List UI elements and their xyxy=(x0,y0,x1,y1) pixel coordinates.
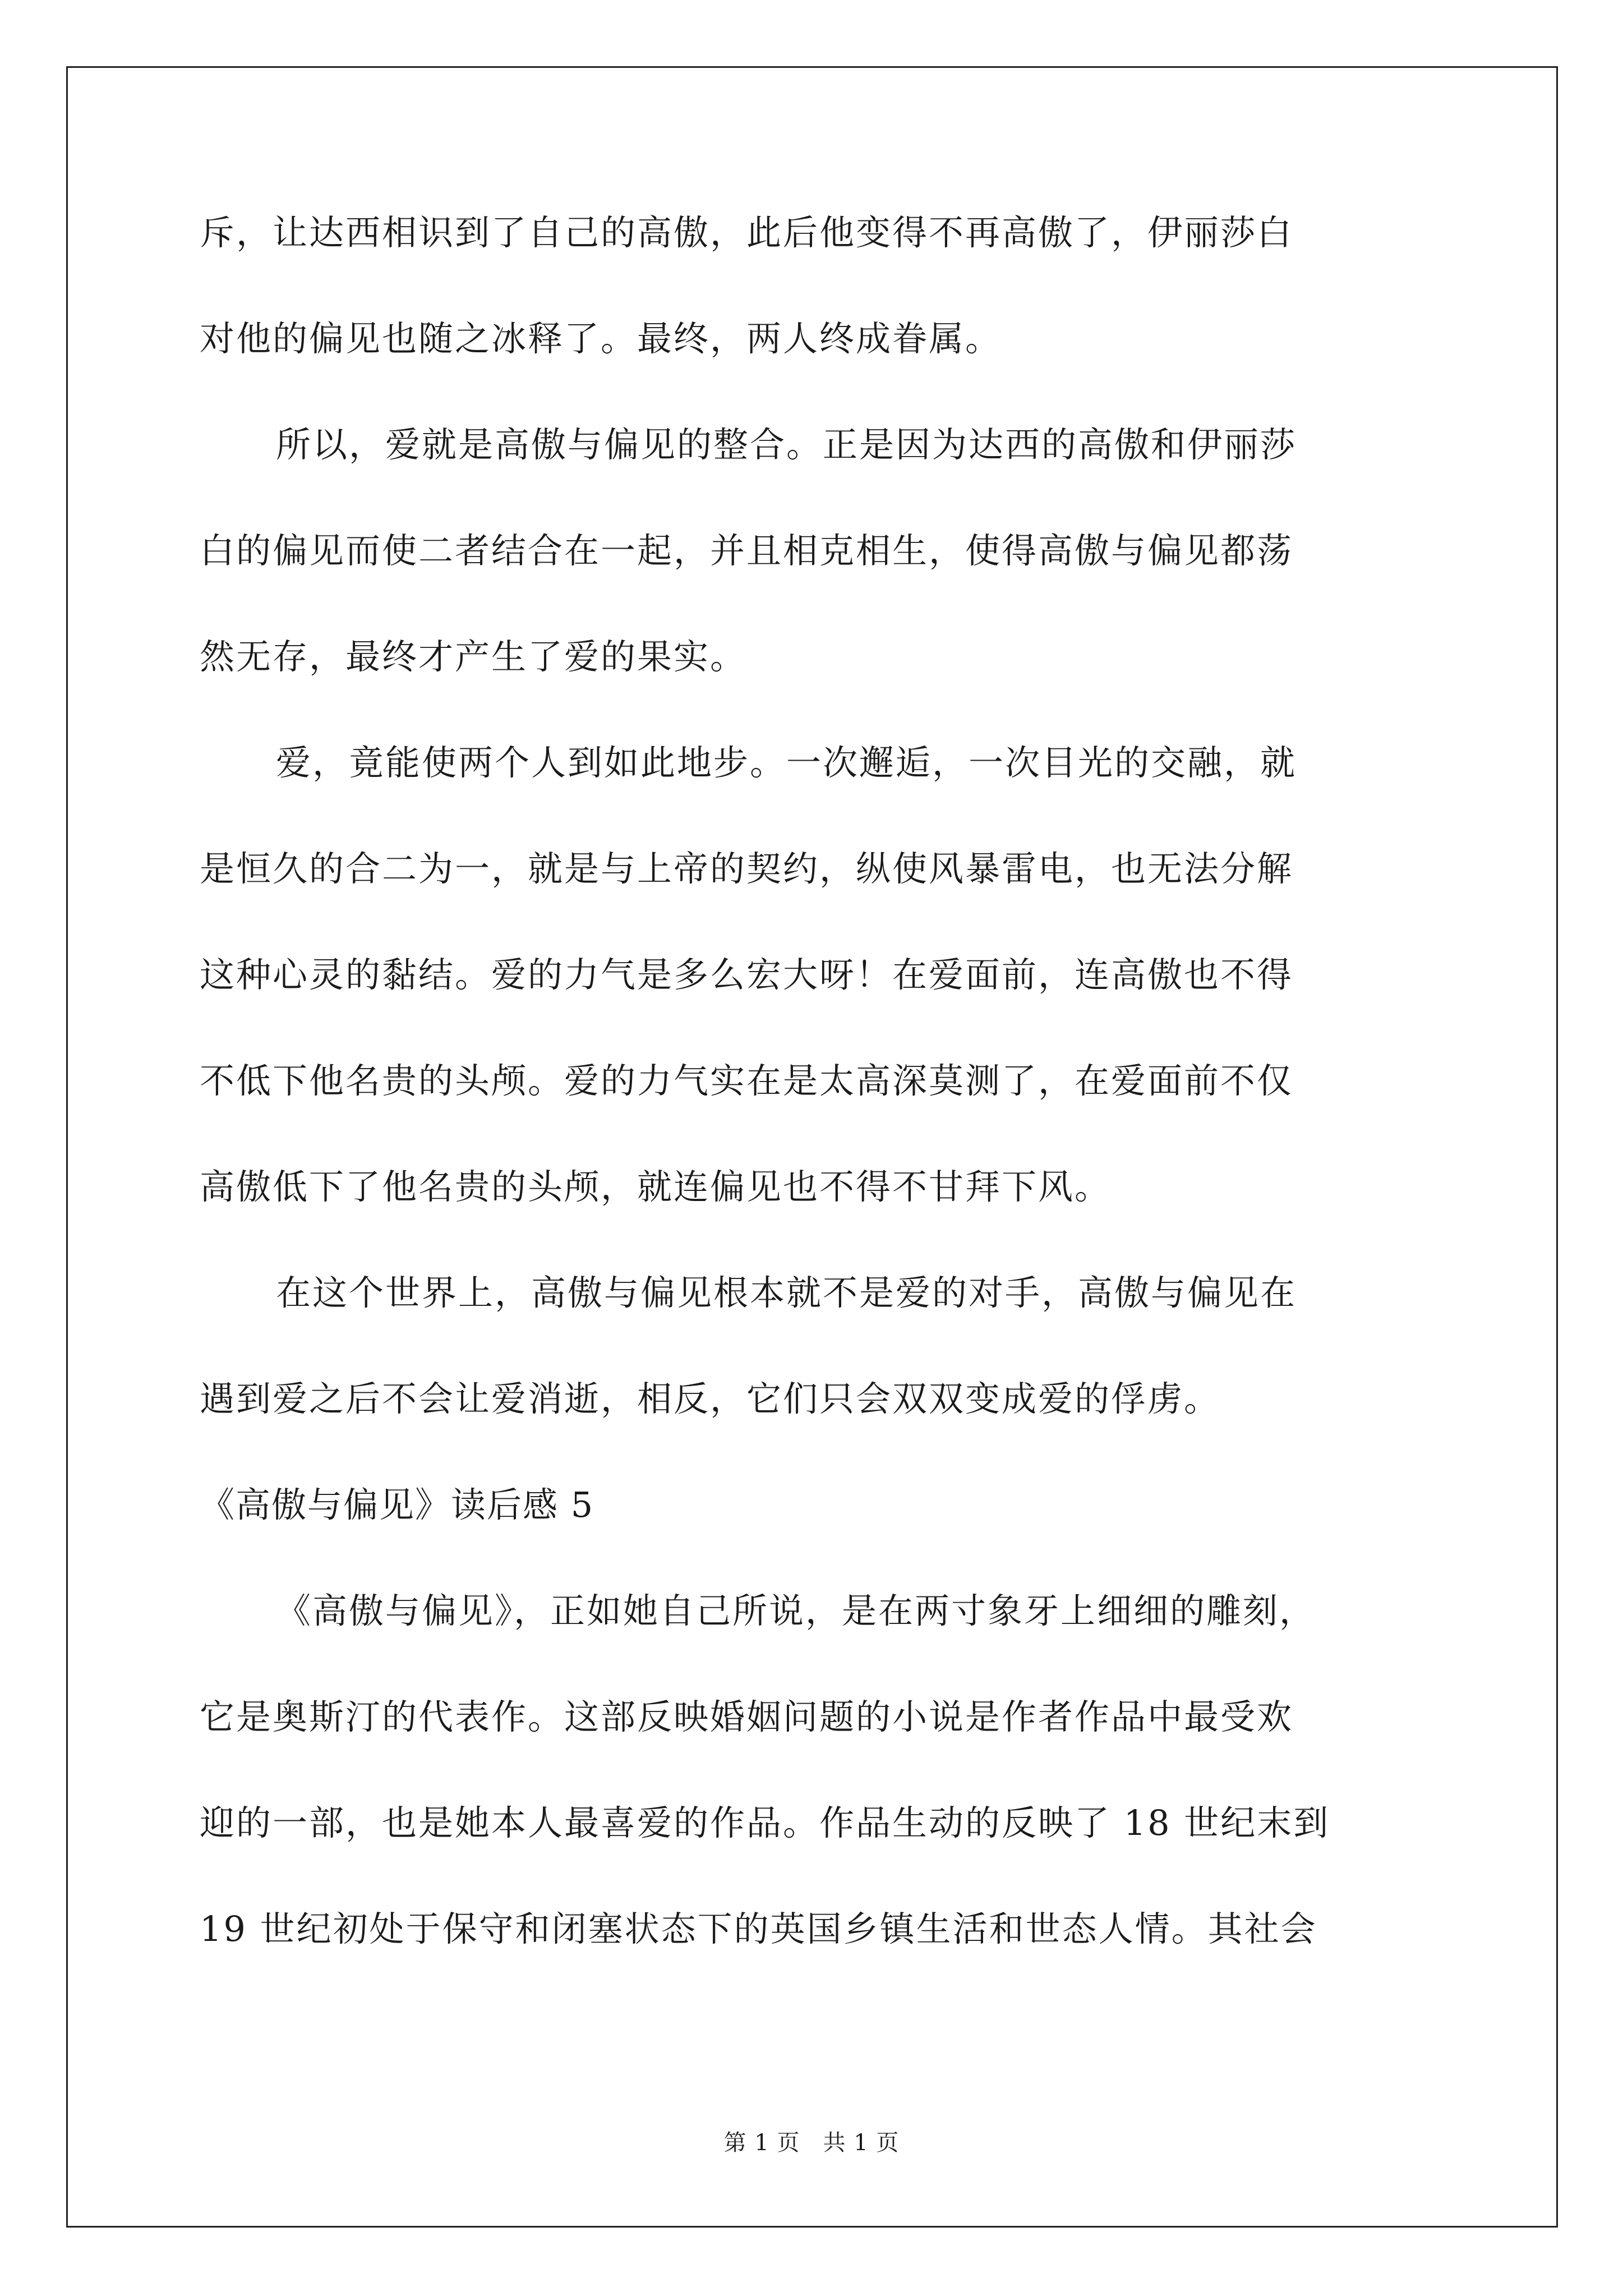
paragraph-start: 在这个世界上，高傲与偏见根本就不是爱的对手，高傲与偏见在 xyxy=(276,1272,1297,1313)
text-line: 遇到爱之后不会让爱消逝，相反，它们只会双双变成爱的俘虏。 xyxy=(200,1378,1221,1419)
text-line: 白的偏见而使二者结合在一起，并且相克相生，使得高傲与偏见都荡 xyxy=(200,530,1294,571)
text-line: 不低下他名贵的头颅。爱的力气实在是太高深莫测了，在爱面前不仅 xyxy=(200,1060,1294,1101)
text-line: 迎的一部，也是她本人最喜爱的作品。作品生动的反映了 18 世纪末到 xyxy=(200,1802,1330,1843)
text-line: 它是奥斯汀的代表作。这部反映婚姻问题的小说是作者作品中最受欢 xyxy=(200,1696,1294,1737)
text-line: 对他的偏见也随之冰释了。最终，两人终成眷属。 xyxy=(200,318,1002,359)
text-line: 是恒久的合二为一，就是与上帝的契约，纵使风暴雷电，也无法分解 xyxy=(200,848,1294,889)
text-line: 这种心灵的黏结。爱的力气是多么宏大呀！在爱面前，连高傲也不得 xyxy=(200,954,1294,995)
text-line: 然无存，最终才产生了爱的果实。 xyxy=(200,636,747,677)
text-line: 19 世纪初处于保守和闭塞状态下的英国乡镇生活和世态人情。其社会 xyxy=(200,1908,1317,1949)
page-footer: 第 1 页 共 1 页 xyxy=(723,2130,900,2156)
paragraph-start: 所以，爱就是高傲与偏见的整合。正是因为达西的高傲和伊丽莎 xyxy=(276,424,1297,465)
section-heading: 《高傲与偏见》读后感 5 xyxy=(200,1484,594,1525)
paragraph-start: 《高傲与偏见》，正如她自己所说，是在两寸象牙上细细的雕刻， xyxy=(276,1590,1316,1631)
document-body xyxy=(200,212,1439,2018)
text-line: 高傲低下了他名贵的头颅，就连偏见也不得不甘拜下风。 xyxy=(200,1166,1112,1207)
text-line: 斥，让达西相识到了自己的高傲，此后他变得不再高傲了，伊丽莎白 xyxy=(200,212,1294,253)
paragraph-start: 爱，竟能使两个人到如此地步。一次邂逅，一次目光的交融，就 xyxy=(276,742,1297,783)
